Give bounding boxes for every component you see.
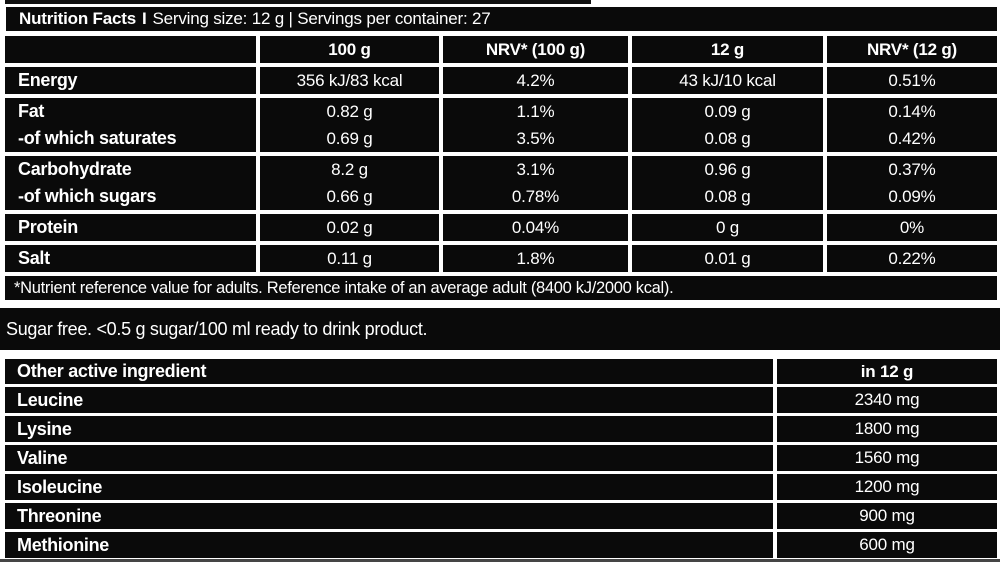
protein-100g-value: 0.02 g bbox=[326, 218, 373, 237]
row-fat-12g bbox=[632, 98, 823, 152]
cropped-bottom-bar bbox=[0, 559, 1000, 562]
row-protein-nrv100 bbox=[443, 214, 628, 241]
nrv-footnote bbox=[5, 276, 997, 300]
nutrient-label-energy: Energy bbox=[18, 70, 78, 90]
nrv-footnote-text: *Nutrient reference value for adults. Reference intake of an average adult (8400 kJ/2000 kcal). bbox=[14, 278, 674, 297]
row-protein-nrv12 bbox=[827, 214, 997, 241]
saturates-nrv12-value: 0.42% bbox=[888, 129, 936, 148]
ingredient-label-lysine: Lysine bbox=[5, 416, 773, 442]
header-separator: I bbox=[141, 9, 147, 28]
carb-nrv100-value: 3.1% bbox=[516, 160, 555, 179]
row-salt-nrv12 bbox=[827, 245, 997, 272]
carb-12g-value: 0.96 g bbox=[704, 160, 751, 179]
carb-100g-value: 8.2 g bbox=[331, 160, 368, 179]
ingredient-label-valine: Valine bbox=[5, 445, 773, 471]
ingredient-value-threonine: 900 mg bbox=[777, 503, 997, 529]
nutrient-label-fat: Fat bbox=[18, 101, 45, 121]
nutrient-label-protein: Protein bbox=[18, 217, 78, 237]
salt-100g-value: 0.11 g bbox=[327, 249, 372, 268]
row-carb-nrv100 bbox=[443, 156, 628, 210]
row-fat-nrv12 bbox=[827, 98, 997, 152]
sugars-12g-value: 0.08 g bbox=[704, 187, 751, 206]
ingredient-value-valine: 1560 mg bbox=[777, 445, 997, 471]
ingredient-value-methionine: 600 mg bbox=[777, 532, 997, 558]
energy-12g-value: 43 kJ/10 kcal bbox=[679, 71, 776, 90]
nutrient-label-carbohydrate: Carbohydrate bbox=[18, 159, 132, 179]
cropped-top-bar bbox=[5, 0, 591, 4]
nutrient-label-saturates: -of which saturates bbox=[18, 128, 177, 148]
ingredient-label-leucine: Leucine bbox=[5, 387, 773, 413]
ingredients-header-value: in 12 g bbox=[777, 359, 997, 384]
energy-nrv100-value: 4.2% bbox=[516, 71, 555, 90]
fat-12g-value: 0.09 g bbox=[704, 102, 751, 121]
ingredient-value-leucine: 2340 mg bbox=[777, 387, 997, 413]
row-energy-label bbox=[5, 67, 256, 94]
protein-12g-value: 0 g bbox=[715, 218, 740, 237]
row-energy-nrv100 bbox=[443, 67, 628, 94]
sugars-100g-value: 0.66 g bbox=[326, 187, 373, 206]
row-salt-nrv100 bbox=[443, 245, 628, 272]
fat-nrv100-value: 1.1% bbox=[516, 102, 555, 121]
row-energy-nrv12 bbox=[827, 67, 997, 94]
row-protein-100g bbox=[260, 214, 439, 241]
ingredients-table bbox=[5, 359, 997, 558]
ingredient-label-isoleucine: Isoleucine bbox=[5, 474, 773, 500]
energy-nrv12-value: 0.51% bbox=[888, 71, 936, 90]
row-carb-label bbox=[5, 156, 256, 210]
salt-12g-value: 0.01 g bbox=[704, 249, 751, 268]
sugars-nrv100-value: 0.78% bbox=[511, 187, 560, 206]
row-fat-100g bbox=[260, 98, 439, 152]
ingredient-label-methionine: Methionine bbox=[5, 532, 773, 558]
salt-nrv100-value: 1.8% bbox=[516, 249, 555, 268]
column-header-nrv-100g: NRV* (100 g) bbox=[443, 36, 628, 63]
energy-100g-value: 356 kJ/83 kcal bbox=[296, 71, 403, 90]
row-energy-12g bbox=[632, 67, 823, 94]
sugar-free-note bbox=[0, 308, 1000, 350]
fat-100g-value: 0.82 g bbox=[326, 102, 373, 121]
nutrient-label-salt: Salt bbox=[18, 248, 50, 268]
ingredient-label-threonine: Threonine bbox=[5, 503, 773, 529]
row-protein-12g bbox=[632, 214, 823, 241]
ingredient-value-isoleucine: 1200 mg bbox=[777, 474, 997, 500]
row-fat-nrv100 bbox=[443, 98, 628, 152]
column-header-12g: 12 g bbox=[632, 36, 823, 63]
column-header-blank bbox=[5, 36, 256, 63]
nutrition-facts-title: Nutrition Facts bbox=[19, 9, 136, 28]
carb-nrv12-value: 0.37% bbox=[888, 160, 936, 179]
column-header-nrv-12g: NRV* (12 g) bbox=[827, 36, 997, 63]
protein-nrv12-value: 0% bbox=[899, 218, 925, 237]
row-protein-label bbox=[5, 214, 256, 241]
sugar-free-text: Sugar free. <0.5 g sugar/100 ml ready to drink product. bbox=[6, 318, 428, 339]
protein-nrv100-value: 0.04% bbox=[511, 218, 560, 237]
fat-nrv12-value: 0.14% bbox=[888, 102, 936, 121]
nutrition-facts-header bbox=[6, 7, 997, 31]
ingredient-value-lysine: 1800 mg bbox=[777, 416, 997, 442]
saturates-100g-value: 0.69 g bbox=[326, 129, 373, 148]
row-salt-12g bbox=[632, 245, 823, 272]
sugars-nrv12-value: 0.09% bbox=[888, 187, 936, 206]
column-header-100g: 100 g bbox=[260, 36, 439, 63]
row-carb-12g bbox=[632, 156, 823, 210]
row-fat-label bbox=[5, 98, 256, 152]
nutrient-label-sugars: -of which sugars bbox=[18, 186, 157, 206]
row-salt-100g bbox=[260, 245, 439, 272]
salt-nrv12-value: 0.22% bbox=[888, 249, 936, 268]
row-salt-label bbox=[5, 245, 256, 272]
row-energy-100g bbox=[260, 67, 439, 94]
saturates-12g-value: 0.08 g bbox=[704, 129, 751, 148]
ingredients-header-label: Other active ingredient bbox=[5, 359, 773, 384]
row-carb-nrv12 bbox=[827, 156, 997, 210]
serving-info: Serving size: 12 g | Servings per container: 27 bbox=[152, 9, 491, 28]
saturates-nrv100-value: 3.5% bbox=[516, 129, 555, 148]
nutrition-table bbox=[5, 36, 997, 272]
row-carb-100g bbox=[260, 156, 439, 210]
